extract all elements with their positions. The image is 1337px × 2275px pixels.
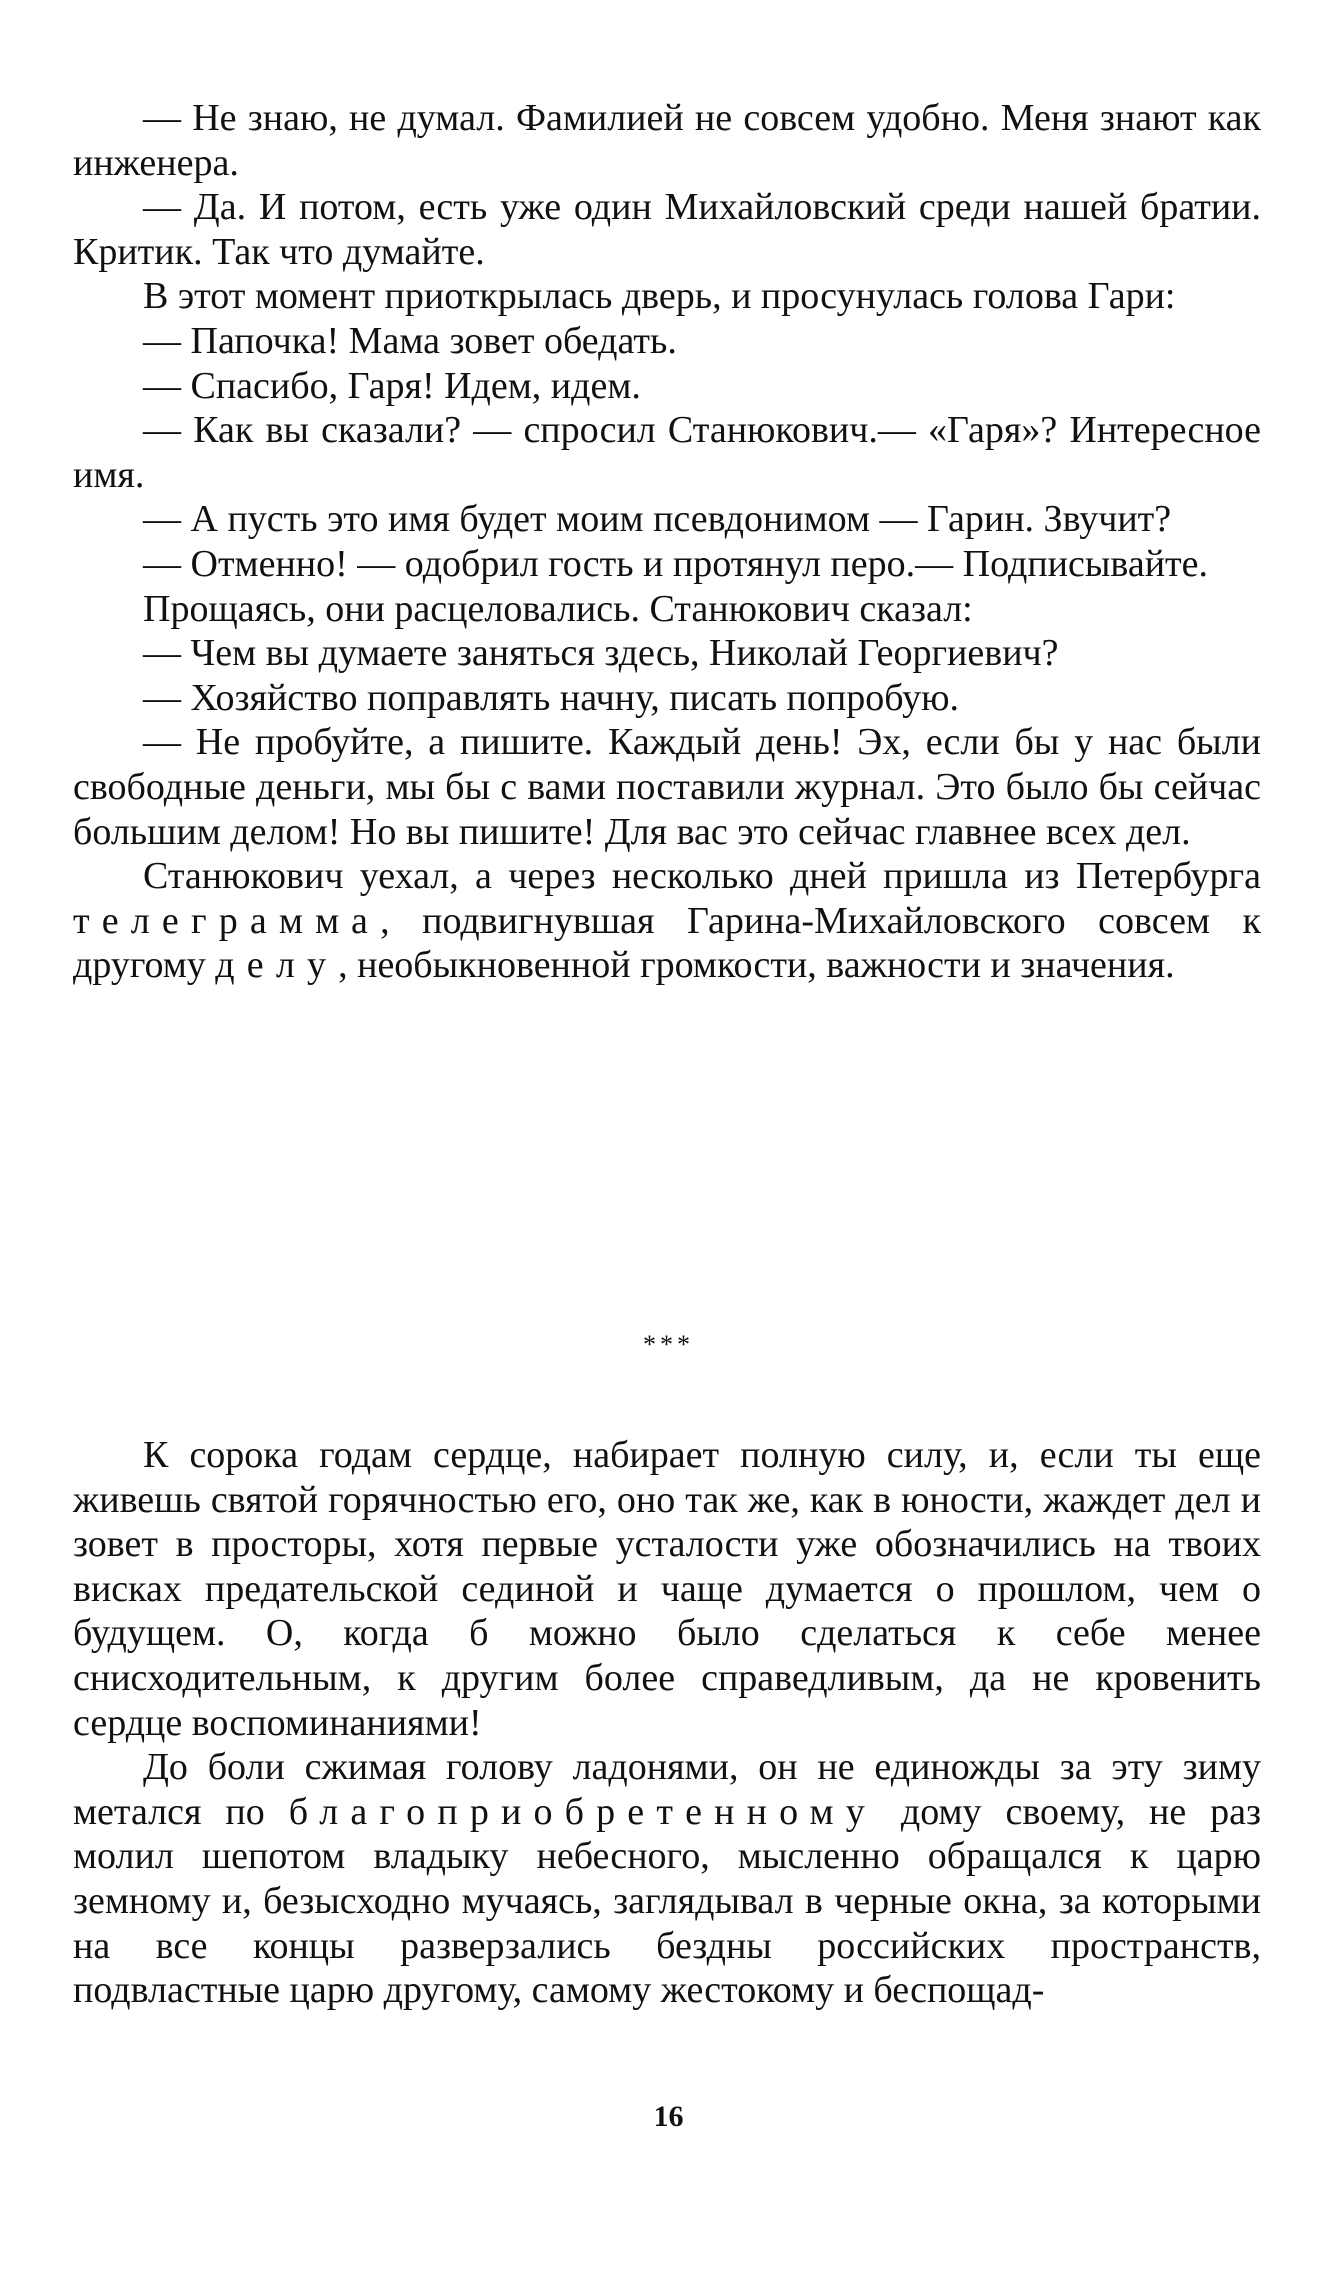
text-block-top [73,96,1261,988]
paragraph-text: В этот момент приоткрылась дверь, и просунулась голова Гари: [143,275,1176,318]
paragraph-text: — А пусть это имя будет моим псевдонимом — Гарин. Звучит? [143,498,1172,541]
paragraph [73,96,1261,185]
paragraph-text: До боли сжимая голову ладонями, он не единожды за эту зиму метался по [73,1746,1261,1833]
paragraph [73,274,1261,319]
section-separator: *** [643,1330,694,1359]
paragraph-text: — Не знаю, не думал. Фамилией не совсем удобно. Меня знают как инженера. [73,97,1261,184]
spaced-emphasis-text: благоприобретенному [288,1790,877,1833]
spaced-emphasis-text: телеграмма [73,899,381,942]
paragraph-text: — Папочка! Мама зовет обедать. [143,319,677,362]
paragraph [73,854,1261,988]
paragraph-text: дому своему, не раз молил шепотом владыку небесного, мысленно обращался к царю земному и, безысходно мучаясь, заглядывал в черные окна, за которыми на все концы разверзались бездны российских пространств, подвластные царю другому, самому жестокому и беспощад- [73,1790,1262,2012]
paragraph [73,185,1261,274]
paragraph [73,542,1261,587]
paragraph-text: — Спасибо, Гаря! Идем, идем. [143,364,641,407]
paragraph [73,497,1261,542]
paragraph [73,408,1261,497]
paragraph-text: Прощаясь, они расцеловались. Станюкович сказал: [143,587,973,630]
paragraph-text: — Чем вы думаете заняться здесь, Николай Георгиевич? [143,632,1059,675]
paragraph-text: Станюкович уехал, а через несколько дней пришла из Петербурга [143,855,1261,898]
paragraph [73,1745,1261,2013]
paragraph-text: — Как вы сказали? — спросил Станюкович.— «Гаря»? Интересное имя. [73,409,1261,496]
spaced-emphasis-text: делу [215,944,339,987]
page-number: 16 [653,2100,684,2133]
paragraph [73,676,1261,721]
paragraph-text: К сорока годам сердце, набирает полную силу, и, если ты еще живешь святой горячностью его, оно так же, как в юности, жаждет дел и зовет в просторы, хотя первые усталости уже обозначились на твоих висках предательской сединой и чаще думается о прошлом, чем о будущем. О, когда б можно было сделаться к себе менее снисходительным, к другим более справедливым, да не кровенить сердце воспоминаниями! [73,1434,1261,1744]
paragraph [73,364,1261,409]
paragraph-text: — Да. И потом, есть уже один Михайловский среди нашей братии. Критик. Так что думайте. [73,186,1261,273]
paragraph [73,319,1261,364]
paragraph-text: — Не пробуйте, а пишите. Каждый день! Эх, если бы у нас были свободные деньги, мы бы с вами поставили журнал. Это было бы сейчас большим делом! Но вы пишите! Для вас это сейчас главнее всех дел. [73,721,1261,853]
paragraph [73,587,1261,632]
paragraph-text: , необыкновенной громкости, важности и значения. [338,944,1175,987]
paragraph [73,1433,1261,1745]
paragraph-text: — Хозяйство поправлять начну, писать попробую. [143,676,959,719]
paragraph [73,720,1261,854]
text-block-bottom [73,1433,1261,2013]
paragraph-text: , подвигнувшая Гарина-Михайловского совсем к другому [73,899,1261,987]
paragraph-text: — Отменно! — одобрил гость и протянул перо.— Подписывайте. [143,542,1209,585]
paragraph [73,631,1261,676]
